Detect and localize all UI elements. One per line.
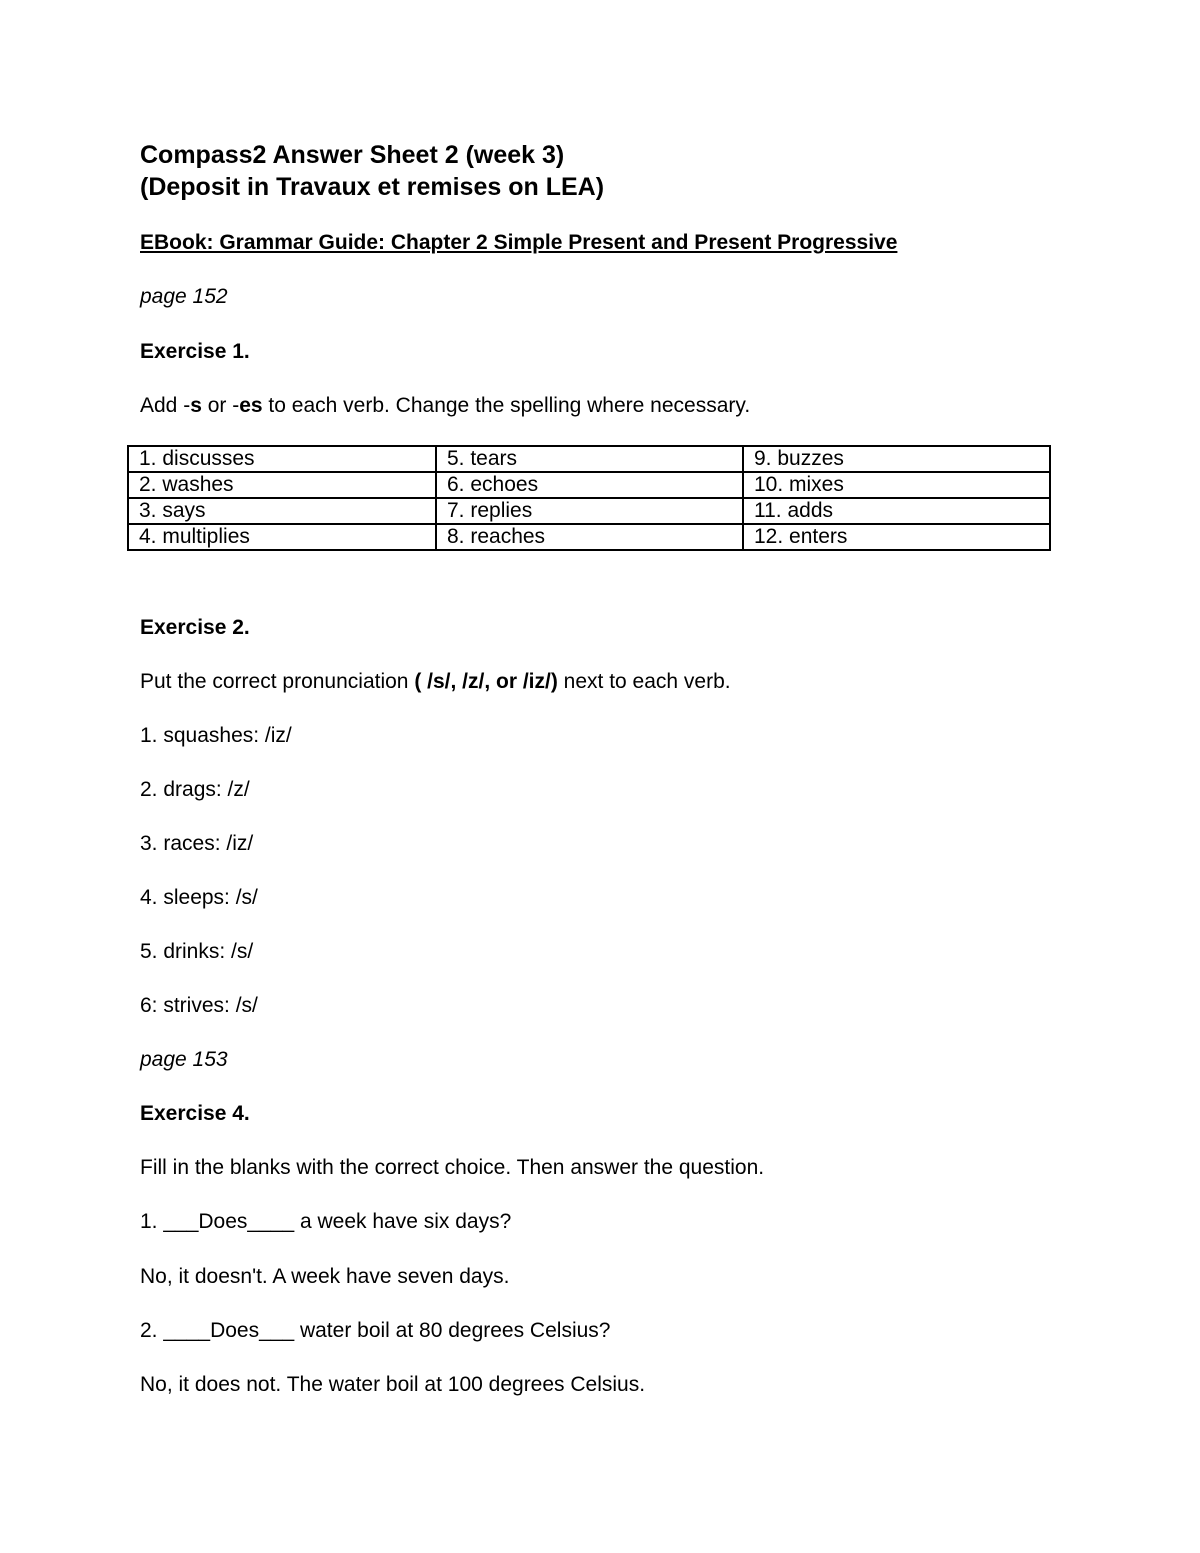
exercise-4-instruction: Fill in the blanks with the correct choice. Then answer the question.	[140, 1156, 765, 1179]
instruction-suffix-s: s	[190, 394, 202, 417]
table-cell: 3. says	[128, 498, 436, 524]
table-cell: 5. tears	[436, 446, 743, 472]
instruction-text: Add -	[140, 394, 191, 417]
exercise-4-heading: Exercise 4.	[140, 1102, 250, 1125]
table-cell: 6. echoes	[436, 472, 743, 498]
table-cell: 12. enters	[743, 524, 1050, 550]
answer-line: No, it doesn't. A week have seven days.	[140, 1265, 510, 1288]
list-item: 4. sleeps: /s/	[140, 886, 258, 909]
document-title: Compass2 Answer Sheet 2 (week 3)	[140, 141, 565, 169]
instruction-text: next to each verb.	[557, 670, 731, 693]
table-row	[128, 472, 1050, 498]
list-item: 5. drinks: /s/	[140, 940, 254, 963]
list-item: 3. races: /iz/	[140, 832, 254, 855]
page-label-152: page 152	[140, 285, 228, 308]
instruction-text: or -	[201, 394, 240, 417]
table-row	[128, 524, 1050, 550]
exercise-1-instruction	[140, 395, 750, 416]
table-row	[128, 446, 1050, 472]
document-subtitle: (Deposit in Travaux et remises on LEA)	[140, 173, 605, 201]
table-cell: 9. buzzes	[743, 446, 1050, 472]
list-item: 2. drags: /z/	[140, 778, 250, 801]
exercise-1-answer-table	[127, 445, 1049, 551]
table-cell: 11. adds	[743, 498, 1050, 524]
question-line: 1. ___Does____ a week have six days?	[140, 1210, 512, 1233]
list-item: 6: strives: /s/	[140, 994, 258, 1017]
table-cell: 8. reaches	[436, 524, 743, 550]
instruction-pronunciation-options: ( /s/, /z/, or /iz/)	[414, 670, 558, 693]
table-cell: 2. washes	[128, 472, 436, 498]
table-cell: 4. multiplies	[128, 524, 436, 550]
table-cell: 7. replies	[436, 498, 743, 524]
exercise-1-heading: Exercise 1.	[140, 340, 250, 363]
exercise-2-heading: Exercise 2.	[140, 616, 250, 639]
table-row	[128, 498, 1050, 524]
instruction-suffix-es: es	[239, 394, 263, 417]
answer-line: No, it does not. The water boil at 100 degrees Celsius.	[140, 1373, 646, 1396]
instruction-text: Put the correct pronunciation	[140, 670, 415, 693]
exercise-2-instruction	[140, 671, 731, 692]
page-label-153: page 153	[140, 1048, 228, 1071]
table-cell: 1. discusses	[128, 446, 436, 472]
list-item: 1. squashes: /iz/	[140, 724, 292, 747]
question-line: 2. ____Does___ water boil at 80 degrees Celsius?	[140, 1319, 611, 1342]
table-cell: 10. mixes	[743, 472, 1050, 498]
ebook-reference: EBook: Grammar Guide: Chapter 2 Simple Present and Present Progressive	[140, 231, 898, 254]
instruction-text: to each verb. Change the spelling where necessary.	[262, 394, 751, 417]
